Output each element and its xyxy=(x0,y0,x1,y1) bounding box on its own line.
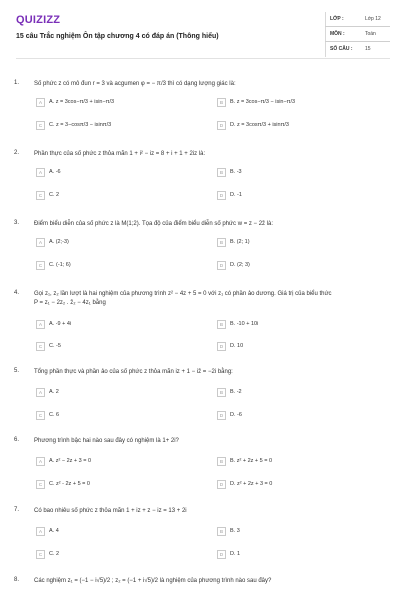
option-text: D. 10 xyxy=(230,343,244,349)
meta-value: 15 xyxy=(365,46,371,52)
option-letter-box: B xyxy=(217,238,226,247)
option-a[interactable] xyxy=(36,388,196,401)
question-text: Có bao nhiêu số phức z thỏa mãn 1 + iz + z − iz = 13 + 2i xyxy=(34,508,187,514)
option-c[interactable] xyxy=(36,261,196,274)
option-d[interactable] xyxy=(217,342,377,355)
option-text: C. z² - 2z + 5 = 0 xyxy=(49,481,90,487)
option-letter-box: A xyxy=(36,320,45,329)
option-d[interactable] xyxy=(217,411,377,424)
question-text: Các nghiệm z₁ = (−1 − i√5)/2 ; z₂ = (−1 + i√5)/2 là nghiệm của phương trình nào sau đây? xyxy=(34,578,272,584)
option-b[interactable] xyxy=(217,98,377,111)
option-text: C. (-1; 6) xyxy=(49,262,71,268)
option-letter-box: D xyxy=(217,261,226,270)
question-number: 7. xyxy=(14,507,20,513)
question-number: 1. xyxy=(14,80,20,86)
worksheet-header xyxy=(0,0,400,70)
question-text: Gọi z₁, z₂ lần lượt là hai nghiệm của phương trình z² − 4z + 5 = 0 với z₁ có phần ảo dương. Giá trị của biểu thức xyxy=(34,291,332,297)
meta-row-class xyxy=(325,12,390,27)
option-text: B. -3 xyxy=(230,169,242,175)
option-text: C. -5 xyxy=(49,343,61,349)
option-letter-box: B xyxy=(217,320,226,329)
option-letter-box: A xyxy=(36,388,45,397)
question-number: 8. xyxy=(14,577,20,583)
option-text: D. z = 3cosπ/3 + isinπ/3 xyxy=(230,122,289,128)
option-letter-box: D xyxy=(217,121,226,130)
option-letter-box: A xyxy=(36,98,45,107)
option-b[interactable] xyxy=(217,168,377,181)
worksheet-title: 15 câu Trắc nghiệm Ôn tập chương 4 có đáp án (Thông hiểu) xyxy=(16,33,219,40)
question-text: Điểm biểu diễn của số phức z là M(1;2). Tọa độ của điểm biểu diễn số phức w = z − 2z̄ là: xyxy=(34,221,274,227)
header-divider xyxy=(16,58,390,59)
option-text: A. -9 + 4i xyxy=(49,321,72,327)
option-letter-box: B xyxy=(217,527,226,536)
question-number: 2. xyxy=(14,150,20,156)
option-b[interactable] xyxy=(217,388,377,401)
option-a[interactable] xyxy=(36,98,196,111)
option-letter-box: B xyxy=(217,388,226,397)
option-c[interactable] xyxy=(36,550,196,563)
question-text: Tổng phần thực và phần ảo của số phức z thỏa mãn iz + 1 − iz̄ = −2i bằng: xyxy=(34,369,233,375)
option-letter-box: D xyxy=(217,550,226,559)
option-a[interactable] xyxy=(36,320,196,333)
meta-key: LỚP : xyxy=(330,16,344,22)
option-letter-box: C xyxy=(36,261,45,270)
option-text: A. z = 3cos−π/3 + isin−π/3 xyxy=(49,99,115,105)
question-text: Phần thực của số phức z thỏa mãn 1 + i² − iz = 8 + i + 1 + 2iz là: xyxy=(34,151,206,157)
option-text: A. (2;-3) xyxy=(49,239,69,245)
option-b[interactable] xyxy=(217,320,377,333)
option-text: C. 2 xyxy=(49,192,60,198)
meta-table xyxy=(325,12,390,57)
option-text: D. 1 xyxy=(230,551,241,557)
option-a[interactable] xyxy=(36,168,196,181)
question-number: 4. xyxy=(14,290,20,296)
option-b[interactable] xyxy=(217,527,377,540)
option-text: C. z = 3−cosπ/3 − isinπ/3 xyxy=(49,122,112,128)
option-letter-box: B xyxy=(217,457,226,466)
option-c[interactable] xyxy=(36,121,196,134)
meta-key: MÔN : xyxy=(330,31,345,37)
option-c[interactable] xyxy=(36,191,196,204)
option-letter-box: C xyxy=(36,550,45,559)
option-text: B. -10 + 10i xyxy=(230,321,259,327)
option-text: D. z² + 2z + 3 = 0 xyxy=(230,481,273,487)
option-letter-box: D xyxy=(217,342,226,351)
option-text: D. (2; 3) xyxy=(230,262,250,268)
question-number: 5. xyxy=(14,368,20,374)
option-letter-box: D xyxy=(217,191,226,200)
option-b[interactable] xyxy=(217,238,377,251)
option-letter-box: B xyxy=(217,98,226,107)
option-d[interactable] xyxy=(217,191,377,204)
option-c[interactable] xyxy=(36,342,196,355)
option-letter-box: A xyxy=(36,238,45,247)
question-text: Số phức z có mô đun r = 3 và acgumen φ = − π/3 thì có dạng lượng giác là: xyxy=(34,81,236,87)
option-letter-box: B xyxy=(217,168,226,177)
option-d[interactable] xyxy=(217,261,377,274)
option-text: B. z = 3cos−π/3 − isin−π/3 xyxy=(230,99,296,105)
question-text: Phương trình bậc hai nào sau đây có nghiệm là 1+ 2i? xyxy=(34,438,179,444)
option-letter-box: A xyxy=(36,527,45,536)
option-text: C. 6 xyxy=(49,412,60,418)
option-letter-box: D xyxy=(217,411,226,420)
option-c[interactable] xyxy=(36,411,196,424)
option-d[interactable] xyxy=(217,550,377,563)
option-text: A. 2 xyxy=(49,389,59,395)
option-a[interactable] xyxy=(36,527,196,540)
option-letter-box: C xyxy=(36,411,45,420)
option-letter-box: C xyxy=(36,342,45,351)
meta-row-subject xyxy=(325,27,390,42)
option-text: C. 2 xyxy=(49,551,60,557)
option-letter-box: A xyxy=(36,457,45,466)
option-letter-box: D xyxy=(217,480,226,489)
question-text-line-2: P = z₁ − 2z₂ . z̄₂ − 4z₁ bằng xyxy=(34,300,106,306)
meta-row-count xyxy=(325,42,390,57)
option-text: A. -6 xyxy=(49,169,61,175)
option-letter-box: C xyxy=(36,480,45,489)
option-letter-box: A xyxy=(36,168,45,177)
option-text: D. -6 xyxy=(230,412,242,418)
option-text: B. -2 xyxy=(230,389,242,395)
option-c[interactable] xyxy=(36,480,196,493)
option-text: A. 4 xyxy=(49,528,59,534)
option-d[interactable] xyxy=(217,480,377,493)
quizizz-logo: QUIZIZZ xyxy=(16,14,61,26)
meta-value: Lớp 12 xyxy=(365,16,381,22)
option-a[interactable] xyxy=(36,238,196,251)
option-letter-box: C xyxy=(36,121,45,130)
option-a[interactable] xyxy=(36,457,196,470)
meta-key: SỐ CÂU : xyxy=(330,46,353,52)
option-text: A. z² − 2z + 3 = 0 xyxy=(49,458,92,464)
question-number: 6. xyxy=(14,437,20,443)
option-letter-box: C xyxy=(36,191,45,200)
option-text: B. (2; 1) xyxy=(230,239,250,245)
option-d[interactable] xyxy=(217,121,377,134)
option-text: D. -1 xyxy=(230,192,242,198)
option-text: B. 3 xyxy=(230,528,240,534)
option-b[interactable] xyxy=(217,457,377,470)
meta-value: Toán xyxy=(365,31,376,37)
option-text: B. z² + 2z + 5 = 0 xyxy=(230,458,273,464)
question-number: 3. xyxy=(14,220,20,226)
